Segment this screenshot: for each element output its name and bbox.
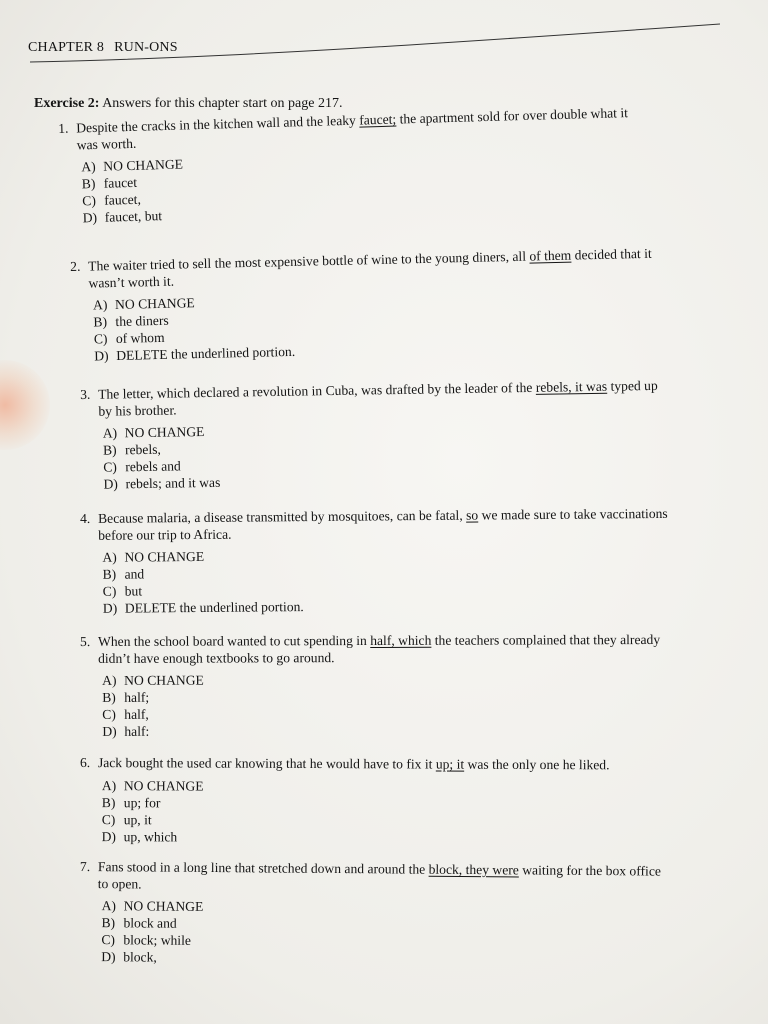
choice-text: half; <box>124 689 150 705</box>
choice-letter: B) <box>81 175 96 192</box>
choice-text: of whom <box>115 329 165 346</box>
underlined-portion: block, they were <box>428 861 519 878</box>
choice-d[interactable] <box>102 721 660 740</box>
choice-d[interactable] <box>101 948 660 969</box>
stem-text: the apartment sold for over double what it <box>395 105 629 127</box>
choice-letter: A) <box>102 672 117 688</box>
choice-letter: A) <box>81 158 96 175</box>
choice-letter: A) <box>92 297 108 313</box>
choice-text: block; while <box>123 932 191 948</box>
finger-shadow <box>0 360 50 450</box>
chapter-label: CHAPTER 8 <box>28 40 105 55</box>
answer-choices <box>80 670 660 740</box>
stem-continuation: was worth. <box>76 135 137 153</box>
underlined-portion: faucet; <box>359 111 397 128</box>
answer-choices <box>79 897 661 970</box>
choice-letter: C) <box>103 459 117 475</box>
answer-choices <box>80 777 610 847</box>
choice-letter: D) <box>103 476 119 492</box>
choice-text: NO CHANGE <box>103 156 184 174</box>
question-number: 4. <box>80 510 91 526</box>
choice-text: NO CHANGE <box>114 295 195 312</box>
choice-b[interactable] <box>102 687 660 706</box>
choice-a[interactable] <box>102 670 660 689</box>
choice-letter: A) <box>102 549 117 565</box>
question-number: 5. <box>80 633 91 649</box>
choice-letter: B) <box>101 795 116 811</box>
choice-text: up, which <box>123 829 178 845</box>
choice-letter: A) <box>102 425 118 441</box>
choice-letter: B) <box>101 915 116 931</box>
stem-continuation: didn’t have enough textbooks to go around. <box>98 650 335 666</box>
choice-letter: C) <box>102 583 117 599</box>
choice-letter: C) <box>82 192 97 209</box>
choice-text: up; for <box>123 795 161 811</box>
question-stem <box>80 631 660 650</box>
choice-letter: D) <box>101 949 116 965</box>
choice-text: faucet <box>103 174 138 191</box>
choice-text: NO CHANGE <box>124 548 205 565</box>
choice-text: DELETE the underlined portion. <box>116 343 296 363</box>
choice-text: half: <box>124 723 150 739</box>
choice-text: NO CHANGE <box>123 898 204 914</box>
answer-choices <box>71 284 654 365</box>
question-number: 3. <box>80 386 91 402</box>
question-number: 1. <box>58 120 69 136</box>
choice-letter: B) <box>102 566 117 582</box>
choice-c[interactable] <box>102 704 660 723</box>
choice-text: rebels; and it was <box>125 474 221 492</box>
answer-choices <box>81 416 660 493</box>
underlined-portion: half, which <box>370 632 432 648</box>
question-7 <box>79 858 661 970</box>
choice-letter: A) <box>101 778 117 794</box>
question-5 <box>80 631 660 740</box>
stem-text: Jack bought the used car knowing that he would have to fix it <box>97 755 436 772</box>
answer-choices <box>59 143 631 227</box>
stem-continuation: before our trip to Africa. <box>98 526 232 543</box>
stem-text: waiting for the box office <box>518 862 661 879</box>
choice-d[interactable] <box>102 828 610 847</box>
choice-letter: D) <box>94 348 109 364</box>
choice-text: rebels, <box>124 441 161 458</box>
choice-text: faucet, <box>104 191 142 208</box>
running-header <box>28 40 178 56</box>
underlined-portion: up; it <box>435 756 465 772</box>
choice-a[interactable] <box>102 777 610 796</box>
question-6 <box>80 754 610 847</box>
choice-text: NO CHANGE <box>124 672 204 688</box>
underlined-portion: of them <box>529 247 572 264</box>
question-number: 6. <box>79 755 91 771</box>
choice-text: half, <box>124 706 149 722</box>
choice-letter: B) <box>93 314 108 330</box>
choice-letter: C) <box>93 331 108 347</box>
question-4 <box>80 505 669 617</box>
choice-text: up, it <box>123 812 152 828</box>
choice-letter: D) <box>102 600 118 616</box>
choice-text: faucet, but <box>104 208 163 225</box>
choice-letter: D) <box>102 723 117 739</box>
underlined-portion: rebels, it was <box>535 378 608 395</box>
stem-text: typed up <box>606 377 658 394</box>
choice-c[interactable] <box>102 811 610 830</box>
choice-text: and <box>124 566 145 582</box>
stem-text: When the school board wanted to cut spending in <box>98 632 371 649</box>
choice-letter: B) <box>102 689 116 705</box>
exercise-label: Exercise 2: <box>34 96 100 111</box>
choice-letter: C) <box>101 932 116 948</box>
choice-letter: C) <box>101 812 116 828</box>
choice-text: NO CHANGE <box>124 424 205 441</box>
stem-continuation: to open. <box>97 876 142 892</box>
stem-text: Because malaria, a disease transmitted by mosquitoes, can be fatal, <box>98 507 467 526</box>
question-stem <box>80 754 610 773</box>
choice-letter: C) <box>102 706 116 722</box>
answer-choices <box>80 544 668 617</box>
stem-text: Fans stood in a long line that stretched down and around the <box>97 859 429 877</box>
stem-text: The letter, which declared a revolution in Cuba, was drafted by the leader of the <box>98 379 536 402</box>
question-1 <box>58 104 631 227</box>
choice-text: block, <box>123 949 157 965</box>
choice-text: block and <box>123 915 177 931</box>
underlined-portion: so <box>466 507 479 523</box>
choice-letter: D) <box>101 829 117 845</box>
question-number: 2. <box>70 258 81 274</box>
choice-letter: B) <box>102 442 117 458</box>
question-2 <box>70 245 654 365</box>
stem-text: was the only one he liked. <box>464 756 610 773</box>
stem-text: the teachers complained that they already <box>431 631 661 648</box>
choice-b[interactable] <box>102 794 610 813</box>
section-title: RUN-ONS <box>114 40 178 55</box>
choice-text: DELETE the underlined portion. <box>124 599 304 616</box>
choice-d[interactable] <box>103 595 669 617</box>
stem-text: we made sure to take vaccinations <box>478 505 668 523</box>
choice-text: but <box>124 583 143 599</box>
stem-continuation: wasn’t worth it. <box>88 273 175 291</box>
question-number: 7. <box>79 858 91 875</box>
choice-letter: A) <box>101 898 117 914</box>
stem-text: The waiter tried to sell the most expensive bottle of wine to the young diners, all <box>88 248 530 274</box>
stem-continuation: by his brother. <box>98 402 177 419</box>
choice-letter: D) <box>82 209 98 226</box>
stem-text: decided that it <box>571 245 652 263</box>
choice-text: NO CHANGE <box>123 778 204 794</box>
exercise-instructions: Answers for this chapter start on page 217. <box>102 96 343 111</box>
question-3 <box>80 377 659 493</box>
choice-text: the diners <box>115 312 169 329</box>
stem-text: Despite the cracks in the kitchen wall and the leaky <box>76 112 360 136</box>
choice-text: rebels and <box>125 458 181 475</box>
exercise-heading <box>34 96 342 112</box>
